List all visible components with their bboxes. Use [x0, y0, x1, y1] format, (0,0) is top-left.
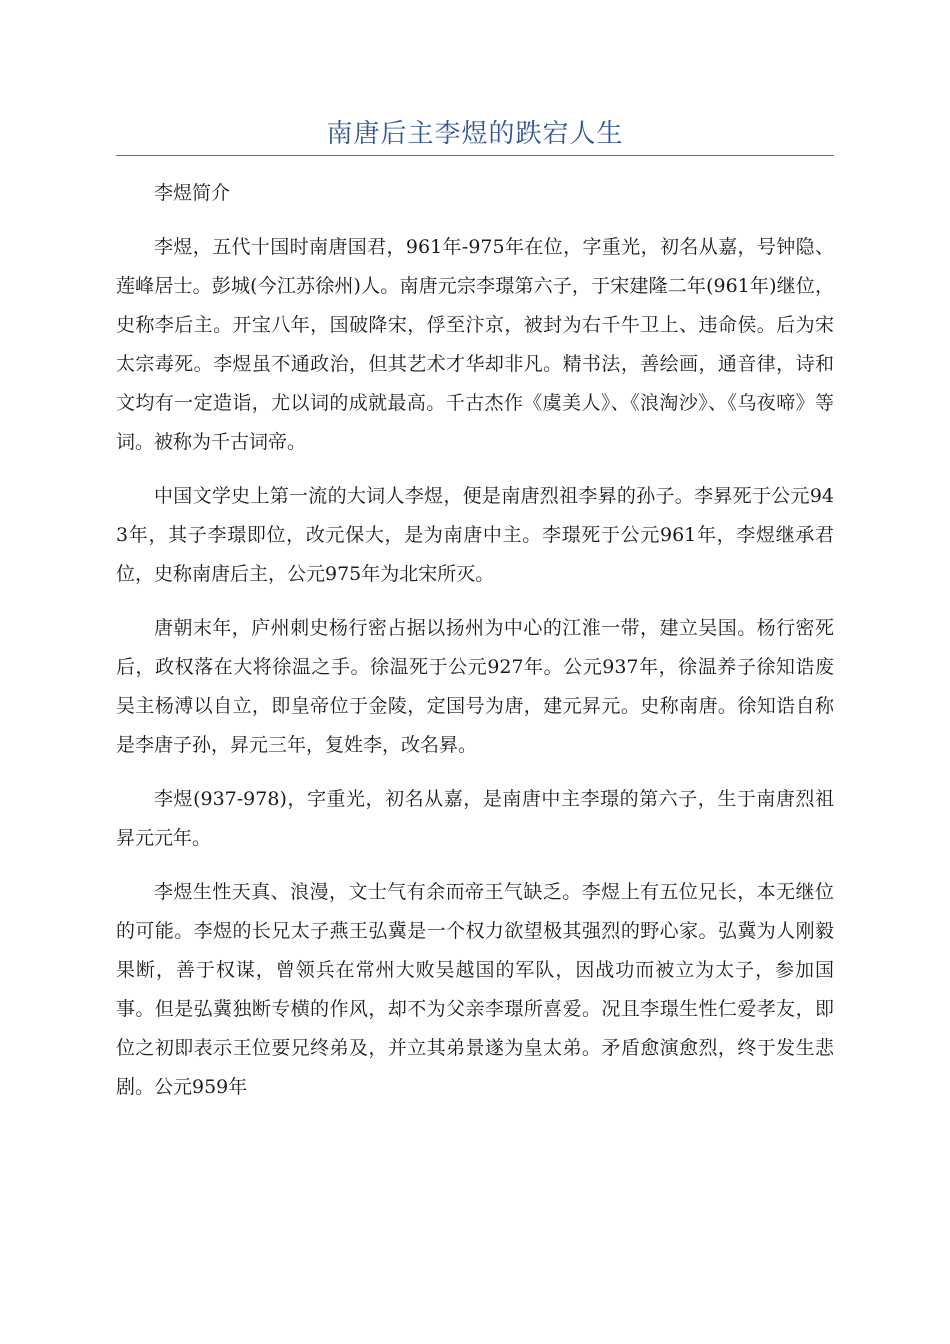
paragraph: 李煜，五代十国时南唐国君，961年-975年在位，字重光，初名从嘉，号钟隐、莲峰居士。彭城(今江苏徐州)人。南唐元宗李璟第六子，于宋建隆二年(961年)继位，史称李后主。开宝八年，国破降宋，俘至汴京，被封为右千牛卫上、违命侯。后为宋太宗毒死。李煜虽不通政治，但其艺术才华却非凡。精书法，善绘画，通音律，诗和文均有一定造诣，尤以词的成就最高。千古杰作《虞美人》、《浪淘沙》、《乌夜啼》等词。被称为千古词帝。 — [116, 236, 834, 453]
paragraph: 李煜(937-978)，字重光，初名从嘉，是南唐中主李璟的第六子，生于南唐烈祖昇元元年。 — [116, 788, 834, 849]
title-underline — [116, 155, 834, 156]
paragraph: 李煜生性天真、浪漫，文士气有余而帝王气缺乏。李煜上有五位兄长，本无继位的可能。李煜的长兄太子燕王弘冀是一个权力欲望极其强烈的野心家。弘冀为人刚毅果断，善于权谋，曾领兵在常州大败吴越国的军队，因战功而被立为太子，参加国事。但是弘冀独断专横的作风，却不为父亲李璟所喜爱。况且李璟生性仁爱孝友，即位之初即表示王位要兄终弟及，并立其弟景遂为皇太弟。矛盾愈演愈烈，终于发生悲剧。公元959年 — [116, 881, 834, 1098]
paragraph: 中国文学史上第一流的大词人李煜，便是南唐烈祖李昪的孙子。李昪死于公元943年，其子李璟即位，改元保大，是为南唐中主。李璟死于公元961年，李煜继承君位，史称南唐后主，公元975年为北宋所灭。 — [116, 485, 834, 585]
document-body — [116, 174, 834, 1107]
document-title: 南唐后主李煜的跌宕人生 — [326, 119, 624, 149]
paragraph: 唐朝末年，庐州刺史杨行密占据以扬州为中心的江淮一带，建立吴国。杨行密死后，政权落在大将徐温之手。徐温死于公元927年。公元937年，徐温养子徐知诰废吴主杨溥以自立，即皇帝位于金陵，定国号为唐，建元昇元。史称南唐。徐知诰自称是李唐子孙，昇元三年，复姓李，改名昪。 — [116, 617, 834, 756]
section-heading: 李煜简介 — [154, 182, 231, 204]
